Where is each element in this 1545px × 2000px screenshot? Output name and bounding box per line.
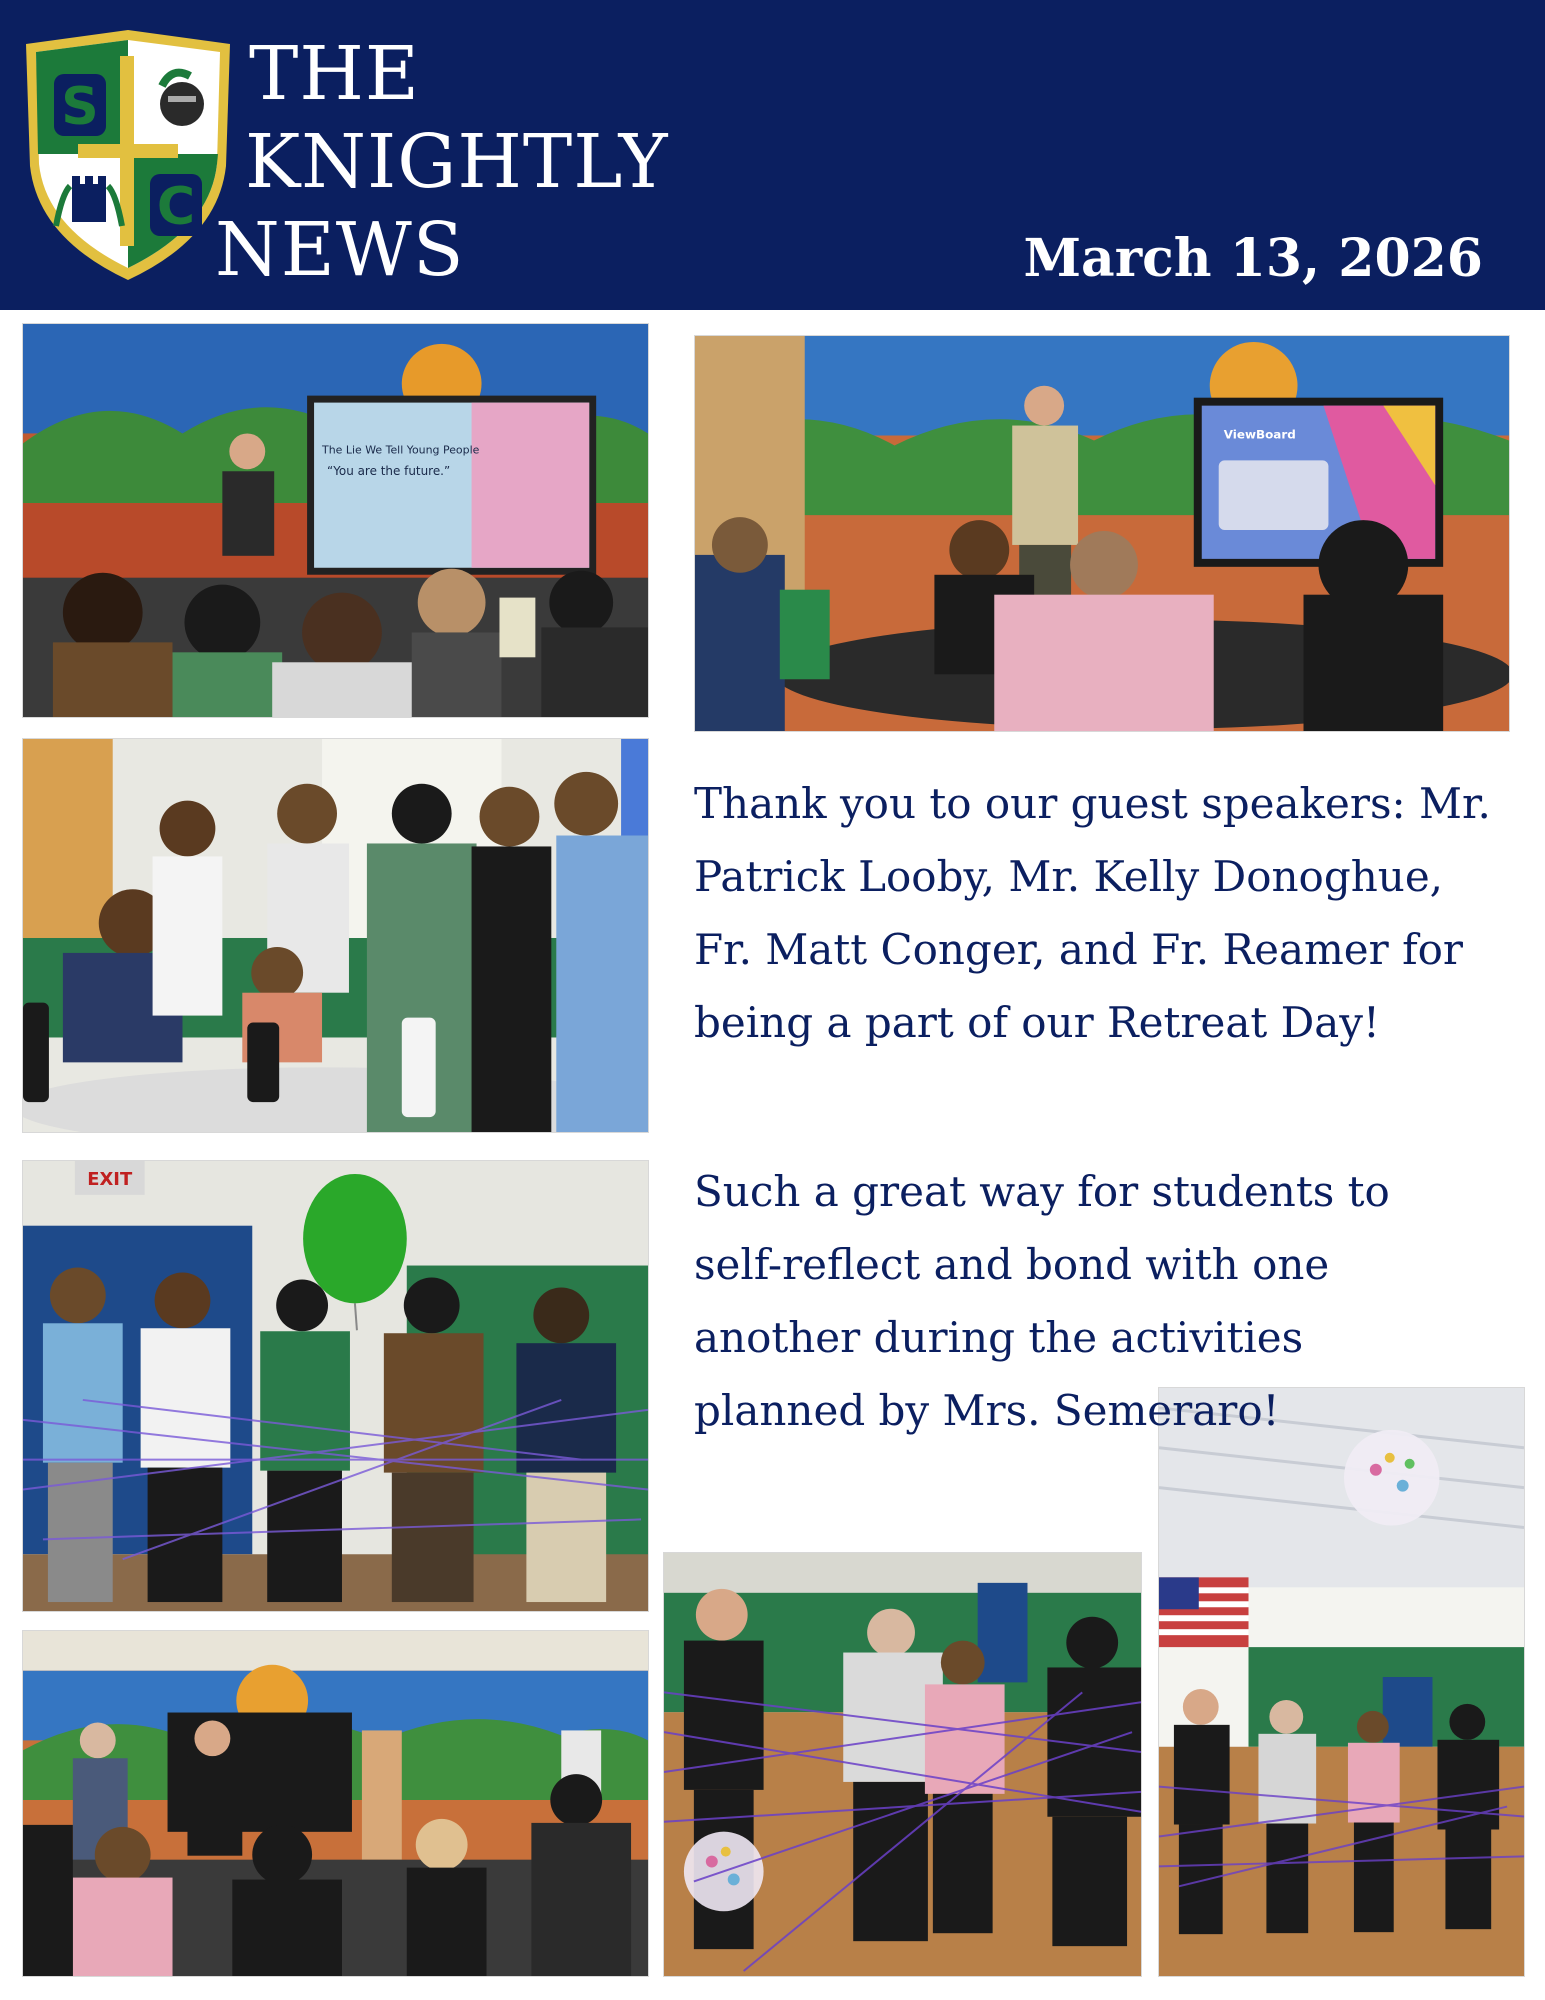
retreat-description-paragraph: Such a great way for students to self-reflect and bond with one another during the activities planned by Mrs. Semeraro! — [694, 1167, 1390, 1435]
cafeteria-speakers-photo — [22, 1630, 649, 1977]
guest-speaker-viewboard-photo — [694, 335, 1510, 732]
gym-balloon-activity-photo — [1158, 1387, 1525, 1977]
masthead-line-news: NEWS — [215, 207, 465, 293]
thank-you-paragraph: Thank you to our guest speakers: Mr. Patrick Looby, Mr. Kelly Donoghue, Fr. Matt Conger, and Fr. Reamer for being a part of our Retreat Day! — [694, 779, 1491, 1047]
crest-letter-s: S — [61, 77, 99, 137]
exit-sign-text: EXIT — [87, 1168, 133, 1190]
screen-quote-text: “You are the future.” — [327, 464, 451, 479]
students-yarn-web-activity-photo — [22, 1160, 649, 1612]
students-standing-group-photo — [22, 738, 649, 1133]
screen-title-text: The Lie We Tell Young People — [322, 443, 480, 457]
school-crest-logo — [22, 26, 234, 284]
gym-yarn-activity-photo — [663, 1552, 1142, 1977]
masthead-line-the: THE — [249, 31, 420, 117]
crest-letter-c: C — [156, 177, 196, 237]
viewboard-brand-text: ViewBoard — [1223, 427, 1296, 442]
speaker-presentation-photo — [22, 323, 649, 718]
masthead-banner — [0, 0, 1545, 310]
issue-date: March 13, 2026 — [1023, 228, 1483, 289]
masthead-line-knightly: KNIGHTLY — [245, 119, 669, 205]
